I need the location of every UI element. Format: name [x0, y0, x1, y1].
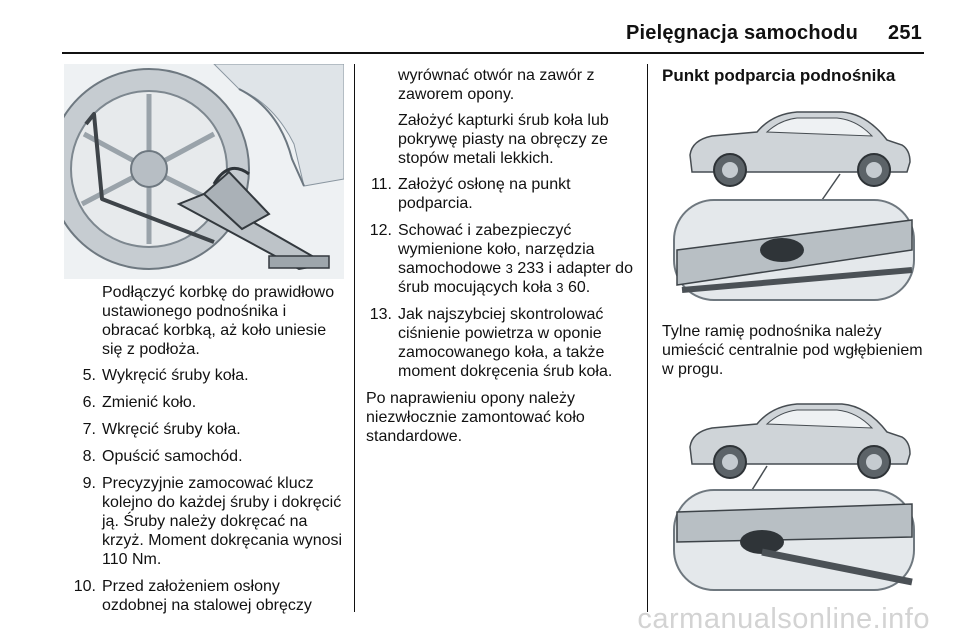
column-3-text — [662, 322, 934, 386]
list-item: 13. Jak najszybciej skontrolować ciśnienie powietrza w oponie zamocowanego koła, a także moment dokręcenia śrub koła. — [369, 306, 613, 380]
page-ref[interactable]: 233 — [517, 260, 545, 277]
page-ref-arrow-icon: 3 — [556, 280, 564, 295]
watermark: carmanualsonline.info — [637, 603, 930, 635]
page-ref[interactable]: 60. — [567, 279, 591, 296]
intro-paragraph: Podłączyć korbkę do prawidłowo ustawionego podnośnika i obracać korbką, aż koło uniesie się z podłoża. — [102, 284, 335, 358]
steps-list — [70, 366, 345, 615]
list-item: 11. Założyć osłonę na punkt podparcia. — [370, 176, 571, 212]
closing-paragraph: Po naprawieniu opony należy niezwłocznie zamontować koło standardowe. — [366, 390, 585, 445]
list-item: 8. Opuścić samochód. — [82, 448, 243, 465]
continued-paragraph: wyrównać otwór na zawór z zaworem opony. — [398, 67, 595, 103]
column-divider-2 — [647, 64, 648, 612]
column-3 — [662, 66, 932, 92]
list-item: 10. Przed założeniem osłony ozdobnej na stalowej obręczy — [73, 578, 312, 614]
list-item: 6. Zmienić koło. — [82, 394, 197, 411]
column-1 — [70, 283, 345, 623]
list-item: 5. Wykręcić śruby koła. — [82, 367, 249, 384]
section-heading: Punkt podparcia podnośnika — [662, 66, 896, 85]
car-lift-point-illustration-1 — [662, 100, 928, 305]
column-divider-1 — [354, 64, 355, 612]
header-divider — [62, 52, 924, 54]
page-number: 251 — [888, 22, 922, 44]
list-item: 7. Wkręcić śruby koła. — [82, 421, 241, 438]
list-item: 9. Precyzyjnie zamocować klucz kolejno do każdej śruby i dokręcić ją. Śruby należy dokręcać na krzyż. Moment dokręcania wynosi 110 Nm. — [82, 475, 343, 568]
car-lift-point-illustration-2 — [662, 392, 928, 597]
jack-illustration — [64, 64, 344, 279]
page-header — [626, 22, 922, 45]
page-title: Pielęgnacja samochodu — [625, 22, 859, 44]
list-item: 12. Schować i zabezpieczyć wymienione koło, narzędzia samochodowe 3 233 i adapter do śrub mocujących koła 3 60. — [369, 222, 633, 296]
steps-list-continued — [366, 175, 636, 381]
lift-point-paragraph: Tylne ramię podnośnika należy umieścić centralnie pod wgłębieniem w progu. — [662, 323, 923, 378]
page-ref-arrow-icon: 3 — [505, 261, 513, 276]
column-2 — [366, 66, 636, 453]
rim-cap-paragraph: Założyć kapturki śrub koła lub pokrywę piasty na obręczy ze stopów metali lekkich. — [398, 112, 609, 167]
